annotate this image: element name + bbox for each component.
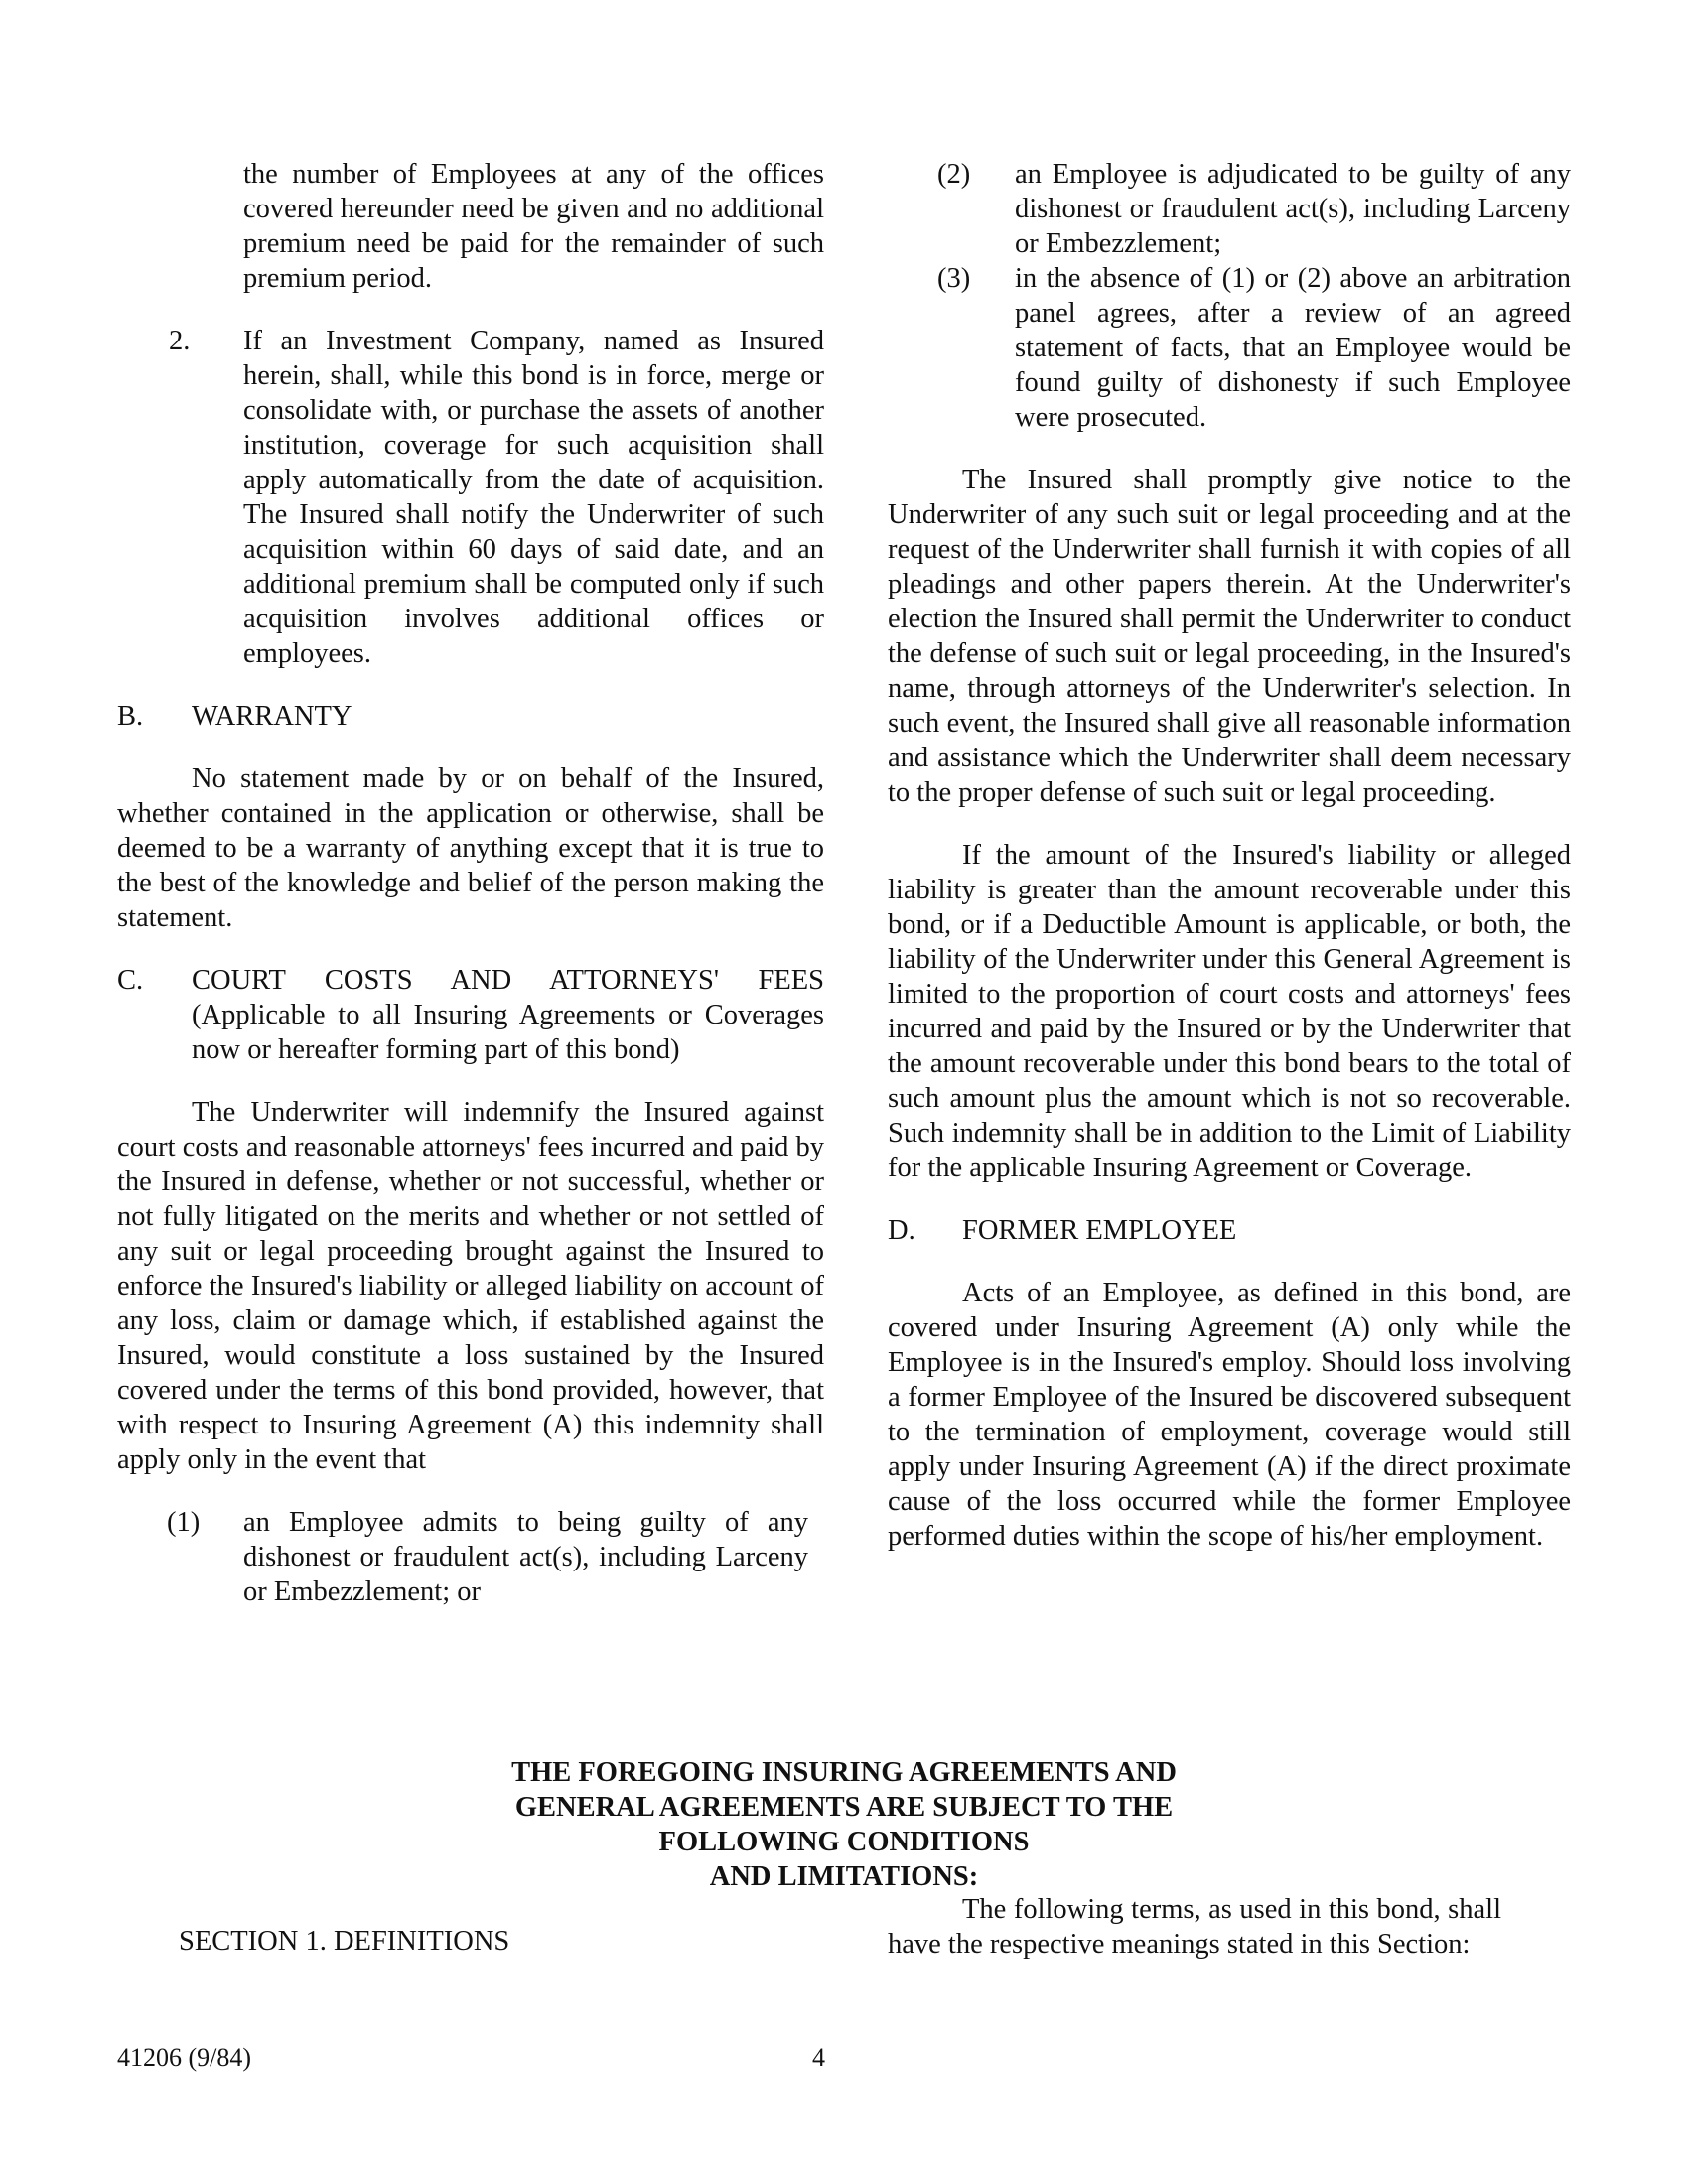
section-1-intro: The following terms, as used in this bond, shall have the respective meanings stated in this Section:: [888, 1894, 1501, 1960]
section-letter: C.: [117, 965, 144, 996]
form-number: 41206 (9/84): [117, 2043, 252, 2072]
sub-item-3: [888, 261, 1571, 435]
item-number: 2.: [169, 326, 191, 356]
section-heading-c: [117, 963, 824, 1067]
warranty-paragraph: No statement made by or on behalf of the Insured, whether contained in the application or otherwise, shall be deemed to be a warranty of anything except that it is true to the best of the knowledge and belief of the person making the statement.: [117, 763, 824, 933]
section-letter: B.: [117, 701, 144, 732]
section-title: COURT COSTS AND ATTORNEYS' FEES (Applicable to all Insuring Agreements or Coverages now or hereafter forming part of this bond): [192, 965, 824, 1065]
item-number: (2): [937, 159, 971, 190]
section-letter: D.: [888, 1215, 915, 1246]
item-number: (3): [937, 263, 971, 294]
item-number: (1): [167, 1507, 201, 1538]
notice-paragraph: The Insured shall promptly give notice to the Underwriter of any such suit or legal proceeding and at the request of the Underwriter shall furnish it with copies of all pleadings and other papers therein. At the Underwriter's election the Insured shall permit the Underwriter to conduct the defense of such suit or legal proceeding, in the Insured's name, through attorneys of the Underwriter's selection. In such event, the Insured shall give all reasonable information and assistance which the Underwriter shall deem necessary to the proper defense of such suit or legal proceeding.: [888, 465, 1571, 808]
sub-item-1: [117, 1505, 824, 1609]
right-column: [888, 157, 1571, 1554]
item-text: an Employee is adjudicated to be guilty of any dishonest or fraudulent act(s), including Larceny or Embezzlement;: [1015, 159, 1571, 259]
section-1-title: SECTION 1. DEFINITIONS: [179, 1926, 510, 1957]
sub-item-2: [888, 157, 1571, 261]
item-text: in the absence of (1) or (2) above an arbitration panel agrees, after a review of an agreed statement of facts, that an Employee would be found guilty of dishonesty if such Employee were prosecuted.: [1015, 263, 1571, 433]
section-title: FORMER EMPLOYEE: [962, 1215, 1237, 1246]
liability-paragraph: If the amount of the Insured's liability or alleged liability is greater than the amount recoverable under this bond, or if a Deductible Amount is applicable, or both, the liability of the Underwriter under this General Agreement is limited to the proportion of court costs and attorneys' fees incurred and paid by the Insured or by the Underwriter that the amount recoverable under this bond bears to the total of such amount plus the amount which is not so recoverable. Such indemnity shall be in addition to the Limit of Liability for the applicable Insuring Agreement or Coverage.: [888, 840, 1571, 1183]
former-employee-paragraph: Acts of an Employee, as defined in this bond, are covered under Insuring Agreement (A) only while the Employee is in the Insured's employ. Should loss involving a former Employee of the Insured be discovered subsequent to the termination of employment, coverage would still apply under Insuring Agreement (A) if the direct proximate cause of the loss occurred while the former Employee performed duties within the scope of his/her employment.: [888, 1278, 1571, 1552]
left-column: [117, 157, 824, 1609]
section-heading-b: [117, 699, 824, 734]
heading-line: GENERAL AGREEMENTS ARE SUBJECT TO THE: [514, 1792, 1174, 1823]
item-text: an Employee admits to being guilty of any dishonest or fraudulent act(s), including Larceny or Embezzlement; or: [243, 1507, 808, 1607]
section-title: WARRANTY: [192, 701, 352, 732]
page-number: 4: [812, 2043, 825, 2072]
court-costs-paragraph: The Underwriter will indemnify the Insured against court costs and reasonable attorneys' fees incurred and paid by the Insured in defense, whether or not successful, whether or not fully litigated on the merits and whether or not settled of any suit or legal proceeding brought against the Insured to enforce the Insured's liability or alleged liability on account of any loss, claim or damage which, if established against the Insured, would constitute a loss sustained by the Insured covered under the terms of this bond provided, however, that with respect to Insuring Agreement (A) this indemnity shall apply only in the event that: [117, 1097, 824, 1475]
numbered-item-2: [117, 324, 824, 671]
heading-line: AND LIMITATIONS:: [709, 1861, 979, 1892]
heading-line: THE FOREGOING INSURING AGREEMENTS AND: [511, 1757, 1177, 1788]
heading-line: FOLLOWING CONDITIONS: [658, 1827, 1030, 1857]
item-text: If an Investment Company, named as Insured herein, shall, while this bond is in force, merge or consolidate with, or purchase the assets of another institution, coverage for such acquisition shall apply automatically from the date of acquisition. The Insured shall notify the Underwriter of such acquisition within 60 days of said date, and an additional premium shall be computed only if such acquisition involves additional offices or employees.: [243, 326, 824, 669]
continued-paragraph: the number of Employees at any of the offices covered hereunder need be given and no additional premium need be paid for the remainder of such premium period.: [243, 159, 824, 294]
section-heading-d: [888, 1213, 1571, 1248]
conditions-heading: [328, 1755, 1360, 1894]
